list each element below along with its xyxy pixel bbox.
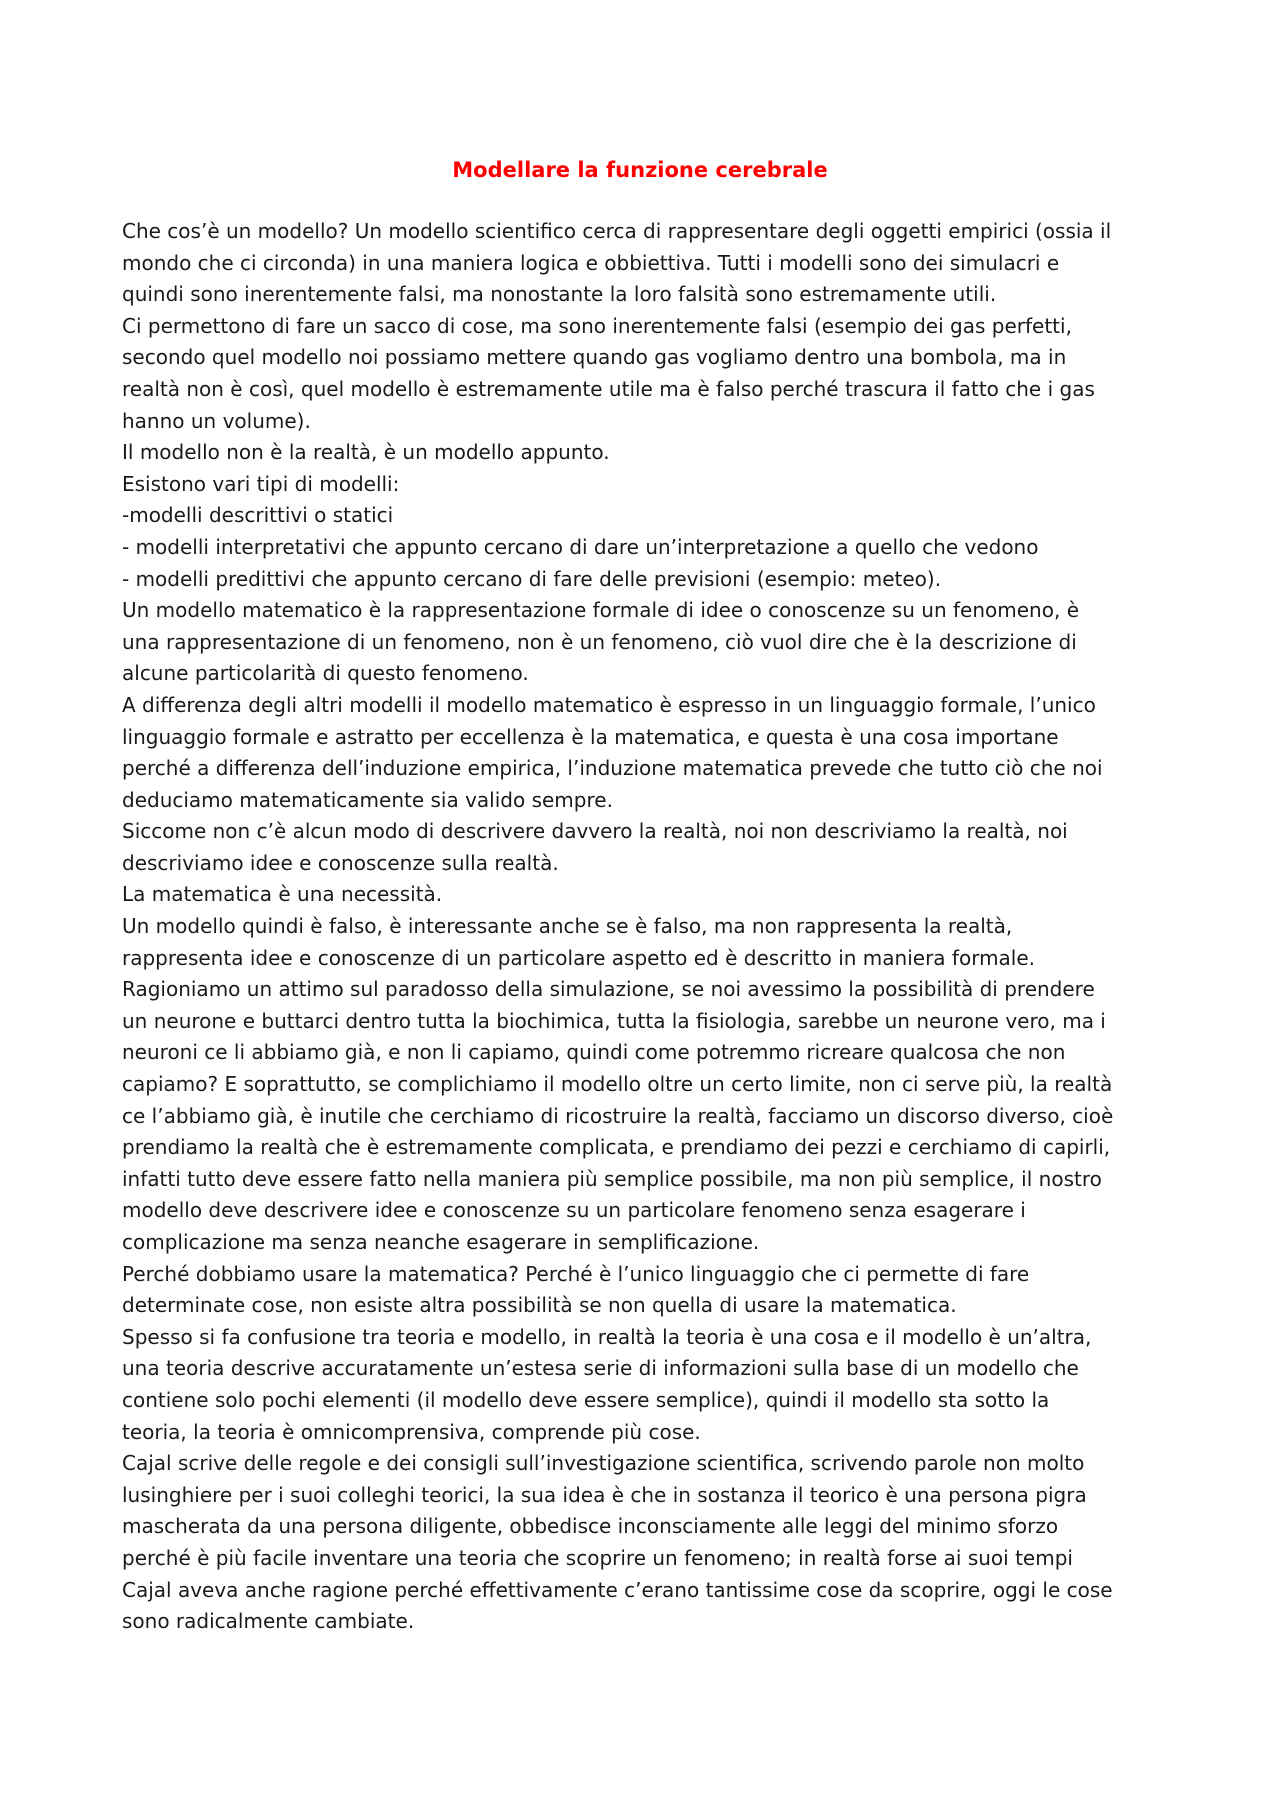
text-line: Ragioniamo un attimo sul paradosso della simulazione, se noi avessimo la possibilità di prendere [122,977,1095,1002]
text-line: una rappresentazione di un fenomeno, non è un fenomeno, ciò vuol dire che è la descrizione di [122,629,1077,654]
text-line: Il modello non è la realtà, è un modello appunto. [122,440,610,465]
text-line: Un modello quindi è falso, è interessante anche se è falso, ma non rappresenta la realtà, [122,914,1013,939]
text-line: capiamo? E soprattutto, se complichiamo il modello oltre un certo limite, non ci serve più, la realtà [122,1072,1113,1097]
text-line: complicazione ma senza neanche esagerare in semplificazione. [122,1230,760,1254]
text-line: una teoria descrive accuratamente un’estesa serie di informazioni sulla base di un modello che [122,1356,1079,1381]
text-line: descriviamo idee e conoscenze sulla realtà. [122,850,559,875]
text-line: rappresenta idee e conoscenze di un particolare aspetto ed è descritto in maniera formale. [122,945,1036,970]
text-line: infatti tutto deve essere fatto nella maniera più semplice possibile, ma non più semplice, il nostro [122,1166,1102,1191]
text-line: Che cos’è un modello? Un modello scientifico cerca di rappresentare degli oggetti empirici (ossia il [122,219,1112,243]
text-line: mondo che ci circonda) in una maniera logica e obbiettiva. Tutti i modelli sono dei simulacri e [122,250,1060,275]
text-line: sono radicalmente cambiate. [122,1609,415,1634]
text-line: teoria, la teoria è omnicomprensiva, comprende più cose. [122,1419,701,1444]
text-line: La matematica è una necessità. [122,882,443,907]
text-line: un neurone e buttarci dentro tutta la biochimica, tutta la fisiologia, sarebbe un neurone vero, ma i [122,1008,1106,1033]
text-line: Siccome non c’è alcun modo di descrivere davvero la realtà, noi non descriviamo la realtà, noi [122,819,1068,844]
text-line: - modelli interpretativi che appunto cercano di dare un’interpretazione a quello che vedono [122,534,1039,559]
text-line: hanno un volume). [122,408,311,433]
text-line: contiene solo pochi elementi (il modello deve essere semplice), quindi il modello sta sotto la [122,1387,1050,1412]
text-line: Ci permettono di fare un sacco di cose, ma sono inerentemente falsi (esempio dei gas perfetti, [122,313,1072,338]
text-line: realtà non è così, quel modello è estremamente utile ma è falso perché trascura il fatto che i gas [122,376,1095,401]
text-line: linguaggio formale e astratto per eccellenza è la matematica, e questa è una cosa importane [122,724,1059,749]
text-line: alcune particolarità di questo fenomeno. [122,661,529,686]
text-line: determinate cose, non esiste altra possibilità se non quella di usare la matematica. [122,1293,957,1318]
text-line: - modelli predittivi che appunto cercano di fare delle previsioni (esempio: meteo). [122,566,942,591]
text-line: quindi sono inerentemente falsi, ma nonostante la loro falsità sono estremamente utili. [122,282,997,307]
text-line: Cajal aveva anche ragione perché effettivamente c’erano tantissime cose da scoprire, oggi le cose [122,1577,1113,1602]
text-line: prendiamo la realtà che è estremamente complicata, e prendiamo dei pezzi e cerchiamo di capirli, [122,1135,1111,1160]
text-line: mascherata da una persona diligente, obbedisce inconsciamente alle leggi del minimo sforzo [122,1514,1059,1539]
text-line: neuroni ce li abbiamo già, e non li capiamo, quindi come potremmo ricreare qualcosa che non [122,1040,1066,1065]
text-line: secondo quel modello noi possiamo mettere quando gas vogliamo dentro una bombola, ma in [122,345,1067,370]
text-line: Un modello matematico è la rappresentazione formale di idee o conoscenze su un fenomeno, è [122,598,1079,623]
text-line: lusinghiere per i suoi colleghi teorici, la sua idea è che in sostanza il teorico è una persona pigra [122,1482,1087,1507]
document-title: Modellare la funzione cerebrale [452,158,828,182]
text-line: A differenza degli altri modelli il modello matematico è espresso in un linguaggio formale, l’unico [122,692,1096,717]
document-body [122,216,1172,1638]
text-line: Cajal scrive delle regole e dei consigli sull’investigazione scientifica, scrivendo parole non molto [122,1451,1085,1476]
text-line: Esistono vari tipi di modelli: [122,471,400,496]
text-line: -modelli descrittivi o statici [122,503,394,528]
text-line: deduciamo matematicamente sia valido sempre. [122,787,613,812]
text-line: Spesso si fa confusione tra teoria e modello, in realtà la teoria è una cosa e il modello è un’altra, [122,1324,1092,1349]
text-line: perché a differenza dell’induzione empirica, l’induzione matematica prevede che tutto ciò che noi [122,756,1103,781]
text-line: modello deve descrivere idee e conoscenze su un particolare fenomeno senza esagerare i [122,1198,1026,1223]
text-line: perché è più facile inventare una teoria che scoprire un fenomeno; in realtà forse ai suoi tempi [122,1545,1073,1570]
text-line: ce l’abbiamo già, è inutile che cerchiamo di ricostruire la realtà, facciamo un discorso diverso, cioè [122,1103,1114,1128]
text-line: Perché dobbiamo usare la matematica? Perché è l’unico linguaggio che ci permette di fare [122,1261,1030,1286]
